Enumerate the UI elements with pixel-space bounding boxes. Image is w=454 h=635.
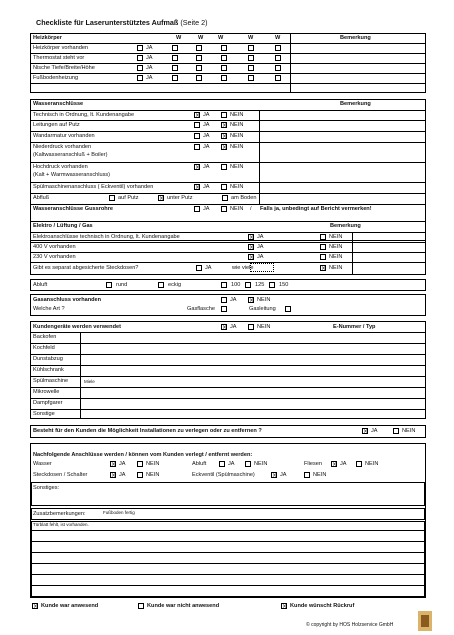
- w-checkbox[interactable]: [275, 45, 281, 51]
- sonstiges-field[interactable]: [31, 482, 425, 506]
- wasser-nein-checkbox[interactable]: [137, 461, 143, 467]
- unter-putz-checkbox[interactable]: ×: [159, 195, 165, 202]
- zusatz-field[interactable]: [31, 508, 425, 520]
- geraet-enummer-field[interactable]: [81, 410, 425, 419]
- bemerkung-header: Bemerkung: [340, 35, 371, 41]
- wasser-nein-checkbox[interactable]: ×: [222, 122, 228, 129]
- ja-label: JA: [146, 65, 153, 71]
- gussrohre-note: Falls ja, unbedingt auf Bericht vermerken!: [260, 206, 372, 212]
- geraet-label: Sonstige: [33, 411, 55, 417]
- rund-checkbox[interactable]: [106, 282, 112, 288]
- heizkoerper-ja-checkbox[interactable]: [137, 45, 143, 51]
- elektro-header: Elektro / Lüftung / Gas: [33, 223, 93, 229]
- moeglichkeit-ja-checkbox[interactable]: ×: [363, 428, 369, 435]
- row-label: Elektroanschlüsse technisch in Ordnung, lt. Kundenangabe: [33, 234, 180, 240]
- geraet-enummer-field[interactable]: [81, 388, 425, 397]
- zusatz-text-2: Türblatt fehlt, ist vorhanden.: [33, 522, 89, 527]
- row-label: Leitungen auf Putz: [33, 122, 80, 128]
- wie-viele-input[interactable]: [250, 263, 274, 272]
- row-label: (Kaltwasseranschluß + Boiler): [33, 152, 108, 158]
- ja-label: JA: [146, 45, 153, 51]
- spuel-note: Miele: [84, 379, 95, 384]
- ja-label: JA: [203, 164, 210, 170]
- gussrohre-nein-checkbox[interactable]: [221, 206, 227, 212]
- gussrohre-label: Wasseranschlüsse Gussrohre: [33, 206, 114, 212]
- w-checkbox[interactable]: [275, 75, 281, 81]
- fliesen-ja-checkbox[interactable]: ×: [332, 461, 338, 468]
- row-label: Fußbodenheizung: [33, 75, 79, 81]
- w-checkbox[interactable]: [172, 55, 178, 61]
- heizkoerper-header: Heizkörper: [33, 35, 62, 41]
- ja-label: JA: [203, 184, 210, 190]
- eckig-checkbox[interactable]: [158, 282, 164, 288]
- elektro-nein-checkbox[interactable]: [320, 254, 326, 260]
- wasser-ja-checkbox[interactable]: [194, 144, 200, 150]
- row-label: (Kalt + Warmwasseranschluss): [33, 172, 111, 178]
- nachfolgende-header: Nachfolgende Anschlüsse werden / können vom Kunden verlegt / entfernt werden:: [33, 452, 253, 458]
- abluft-row: [30, 279, 426, 291]
- row-label: Spülmaschinenanschluss ( Eckventil) vorhanden: [33, 184, 154, 190]
- abluft-ja-checkbox[interactable]: [219, 461, 225, 467]
- gas-label: Gasanschluss vorhanden: [33, 297, 102, 303]
- moeglichkeit-label: Besteht für den Kunden die Möglichkeit Installationen zu verlegen oder zu entfernen ?: [33, 428, 262, 434]
- w-checkbox[interactable]: [172, 45, 178, 51]
- company-logo: [418, 611, 432, 631]
- eckventil-ja-checkbox[interactable]: ×: [272, 472, 278, 479]
- heizkoerper-ja-checkbox[interactable]: [137, 65, 143, 71]
- nein-label: NEIN: [230, 184, 244, 190]
- ja-label: JA: [257, 254, 264, 260]
- wasser-header: Wasseranschlüsse: [33, 101, 84, 107]
- elektro-ja-checkbox[interactable]: ×: [249, 254, 255, 261]
- abluft-nein-checkbox[interactable]: [245, 461, 251, 467]
- wasser-ja-checkbox[interactable]: ×: [195, 164, 201, 171]
- row-label: Heizkörper vorhanden: [33, 45, 89, 51]
- size-125-checkbox[interactable]: [245, 282, 251, 288]
- row-label: Nische Tiefe/Breite/Höhe: [33, 65, 95, 71]
- geraet-label: Backofen: [33, 334, 57, 340]
- ja-label: JA: [203, 144, 210, 150]
- auf-putz-checkbox[interactable]: [109, 195, 115, 201]
- w-checkbox[interactable]: [172, 65, 178, 71]
- row-label: Technisch in Ordnung, lt. Kundenangabe: [33, 112, 135, 118]
- w-checkbox[interactable]: [248, 45, 254, 51]
- geraet-label: Mikrowelle: [33, 389, 60, 395]
- nein-label: NEIN: [329, 234, 343, 240]
- elektro-nein-checkbox[interactable]: [320, 234, 326, 240]
- gas-ja-checkbox[interactable]: [221, 297, 227, 303]
- nein-label: NEIN: [230, 164, 244, 170]
- w-checkbox[interactable]: [172, 75, 178, 81]
- geraet-label: Kochfeld: [33, 345, 55, 351]
- row-label: Wandarmatur vorhanden: [33, 133, 95, 139]
- nicht-anwesend-checkbox[interactable]: [138, 603, 144, 609]
- wasser-nein-checkbox[interactable]: [221, 164, 227, 170]
- w-checkbox[interactable]: [248, 55, 254, 61]
- steckdosen-schalter-ja-checkbox[interactable]: ×: [111, 472, 117, 479]
- nein-label: NEIN: [230, 122, 244, 128]
- wasser-nein-checkbox[interactable]: ×: [222, 144, 228, 151]
- w-checkbox[interactable]: [275, 65, 281, 71]
- row-label: Niederdruck vorhanden: [33, 144, 92, 150]
- anwesend-checkbox[interactable]: ×: [33, 603, 39, 610]
- moeglichkeit-nein-checkbox[interactable]: [393, 428, 399, 434]
- w-checkbox[interactable]: [196, 75, 202, 81]
- gasleitung-checkbox[interactable]: [285, 306, 291, 312]
- row-label: Thermostat steht vor: [33, 55, 85, 61]
- wasser-nein-checkbox[interactable]: ×: [222, 133, 228, 140]
- wasser-nein-checkbox[interactable]: [221, 112, 227, 118]
- copyright: © copyright by HOS Holzservice GmbH: [306, 622, 394, 628]
- geraet-enummer-field[interactable]: [81, 333, 425, 342]
- geraet-enummer-field[interactable]: [81, 399, 425, 408]
- geraete-header: Kundengeräte werden verwendet: [33, 324, 121, 330]
- geraet-label: Kühlschrank: [33, 367, 64, 373]
- geraete-nein-checkbox[interactable]: [248, 324, 254, 330]
- ja-label: JA: [203, 112, 210, 118]
- fliesen-nein-checkbox[interactable]: [356, 461, 362, 467]
- ja-label: JA: [203, 122, 210, 128]
- elektro-ja-checkbox[interactable]: ×: [249, 244, 255, 251]
- geraet-enummer-field[interactable]: [81, 355, 425, 364]
- geraet-enummer-field[interactable]: [81, 366, 425, 375]
- geraete-ja-checkbox[interactable]: ×: [222, 324, 228, 331]
- steckdosen-nein-checkbox[interactable]: ×: [321, 265, 327, 272]
- wasser-ja-checkbox[interactable]: [194, 133, 200, 139]
- w-checkbox[interactable]: [248, 65, 254, 71]
- heizkoerper-ja-checkbox[interactable]: [137, 75, 143, 81]
- nein-label: NEIN: [329, 244, 343, 250]
- zusatz-text-1: Fußboden fertig: [103, 510, 135, 515]
- w-checkbox[interactable]: [248, 75, 254, 81]
- steckdosen-label: Gibt es separat abgesicherte Steckdosen?: [33, 265, 139, 271]
- rueckruf-checkbox[interactable]: ×: [282, 603, 288, 610]
- row-label: 230 V vorhanden: [33, 254, 76, 260]
- wasser-ja-checkbox[interactable]: ×: [195, 184, 201, 191]
- wasser-nein-checkbox[interactable]: [221, 184, 227, 190]
- ja-label: JA: [146, 55, 153, 61]
- ja-label: JA: [203, 133, 210, 139]
- gas-nein-checkbox[interactable]: ×: [249, 297, 255, 304]
- geraet-enummer-field[interactable]: [81, 344, 425, 353]
- nein-label: NEIN: [230, 112, 244, 118]
- wasser-ja-checkbox[interactable]: ×: [195, 112, 201, 119]
- ja-label: JA: [146, 75, 153, 81]
- nein-label: NEIN: [230, 133, 244, 139]
- geraet-enummer-field[interactable]: [81, 377, 425, 386]
- w-checkbox[interactable]: [275, 55, 281, 61]
- ja-label: JA: [257, 234, 264, 240]
- elektro-nein-checkbox[interactable]: [320, 244, 326, 250]
- size-150-checkbox[interactable]: [269, 282, 275, 288]
- zusatz-text-area[interactable]: [31, 521, 425, 597]
- size-100-checkbox[interactable]: [221, 282, 227, 288]
- elektro-ja-checkbox[interactable]: ×: [249, 234, 255, 241]
- w-checkbox[interactable]: [196, 65, 202, 71]
- nein-label: NEIN: [230, 144, 244, 150]
- eckventil-nein-checkbox[interactable]: [304, 472, 310, 478]
- steckdosen-ja-checkbox[interactable]: [196, 265, 202, 271]
- geraet-label: Dunstabzug: [33, 356, 63, 362]
- geraet-label: Dampfgarer: [33, 400, 63, 406]
- w-checkbox[interactable]: [221, 75, 227, 81]
- w-checkbox[interactable]: [196, 55, 202, 61]
- page-title: Checkliste für Laserunterstütztes Aufmaß (Seite 2): [36, 18, 208, 27]
- row-label: Hochdruck vorhanden: [33, 164, 88, 170]
- heizkoerper-ja-checkbox[interactable]: [137, 55, 143, 61]
- w-checkbox[interactable]: [221, 65, 227, 71]
- w-checkbox[interactable]: [196, 45, 202, 51]
- nein-label: NEIN: [329, 254, 343, 260]
- gasflasche-checkbox[interactable]: [221, 306, 227, 312]
- row-label: 400 V vorhanden: [33, 244, 76, 250]
- am-boden-checkbox[interactable]: [222, 195, 228, 201]
- wasser-ja-checkbox[interactable]: ×: [111, 461, 117, 468]
- w-checkbox[interactable]: [221, 45, 227, 51]
- w-checkbox[interactable]: [221, 55, 227, 61]
- steckdosen-schalter-nein-checkbox[interactable]: [137, 472, 143, 478]
- geraet-label: Spülmaschine: [33, 378, 69, 384]
- wasser-ja-checkbox[interactable]: [194, 122, 200, 128]
- ja-label: JA: [257, 244, 264, 250]
- gussrohre-ja-checkbox[interactable]: [194, 206, 200, 212]
